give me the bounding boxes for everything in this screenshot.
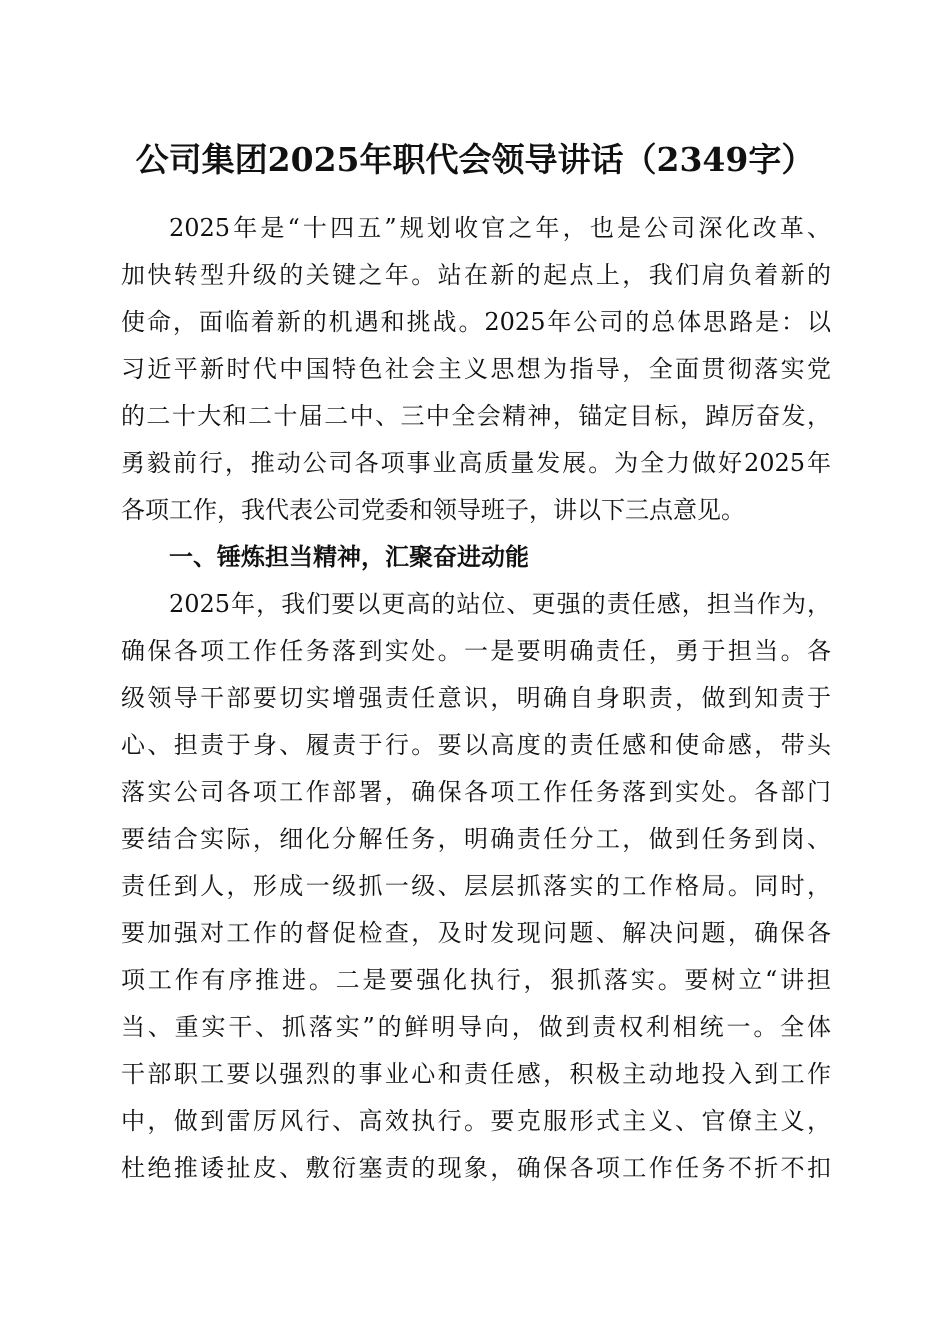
section-heading: 一、锤炼担当精神，汇聚奋进动能 [169,543,529,571]
body-line: 当、重实干、抓落实”的鲜明导向，做到责权利相统一。全体 [121,1013,831,1041]
body-line: 干部职工要以强烈的事业心和责任感，积极主动地投入到工作 [121,1060,831,1088]
intro-line: 加快转型升级的关键之年。站在新的起点上，我们肩负着新的 [121,261,831,289]
body-line: 责任到人，形成一级抓一级、层层抓落实的工作格局。同时， [121,872,831,900]
body-line: 杜绝推诿扯皮、敷衍塞责的现象，确保各项工作任务不折不扣 [121,1154,831,1182]
intro-line: 2025年是“十四五”规划收官之年，也是公司深化改革、 [169,214,831,242]
body-line: 确保各项工作任务落到实处。一是要明确责任，勇于担当。各 [121,637,831,665]
intro-line: 勇毅前行，推动公司各项事业高质量发展。为全力做好2025年 [121,449,831,477]
body-line: 要结合实际，细化分解任务，明确责任分工，做到任务到岗、 [121,825,831,853]
body-line: 心、担责于身、履责于行。要以高度的责任感和使命感，带头 [121,731,831,759]
body-line: 中，做到雷厉风行、高效执行。要克服形式主义、官僚主义， [121,1107,831,1135]
intro-line: 的二十大和二十届二中、三中全会精神，锚定目标，踔厉奋发， [121,402,831,430]
page-title: 公司集团2025年职代会领导讲话（2349字） [135,140,815,179]
intro-line: 各项工作，我代表公司党委和领导班子，讲以下三点意见。 [121,496,745,524]
intro-line: 习近平新时代中国特色社会主义思想为指导，全面贯彻落实党 [121,355,831,383]
body-line: 落实公司各项工作部署，确保各项工作任务落到实处。各部门 [121,778,831,806]
body-line: 要加强对工作的督促检查，及时发现问题、解决问题，确保各 [121,919,831,947]
body-line: 级领导干部要切实增强责任意识，明确自身职责，做到知责于 [121,684,831,712]
body-line: 项工作有序推进。二是要强化执行，狠抓落实。要树立“讲担 [121,966,831,994]
body-line: 2025年，我们要以更高的站位、更强的责任感，担当作为， [169,590,831,618]
intro-line: 使命，面临着新的机遇和挑战。2025年公司的总体思路是：以 [121,308,831,336]
